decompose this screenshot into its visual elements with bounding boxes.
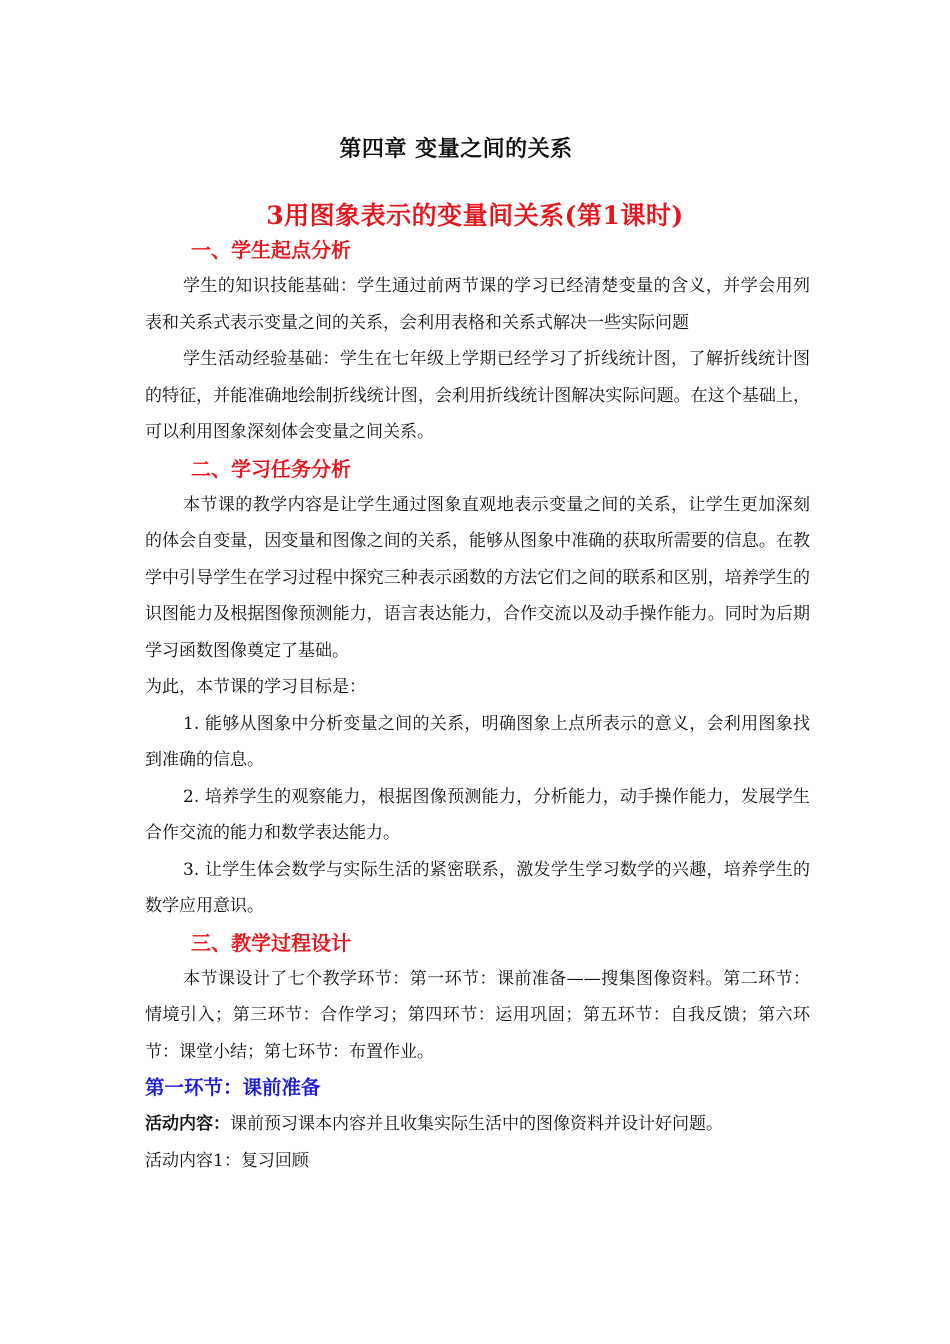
paragraph-activity-content: [145, 1106, 810, 1143]
goal-item-2: 2. 培养学生的观察能力，根据图像预测能力，分析能力，动手操作能力，发展学生合作交流的能力和数学表达能力。: [145, 786, 810, 843]
section-heading-student-analysis: 一、学生起点分析: [191, 238, 351, 262]
goal-item-3: 3. 让学生体会数学与实际生活的紧密联系，激发学生学习数学的兴趣，培养学生的数学应用意识。: [145, 859, 810, 916]
paragraph-activity-1: 活动内容1：复习回顾: [145, 1150, 309, 1171]
activity-text: 课前预习课本内容并且收集实际生活中的图像资料并设计好问题。: [230, 1114, 723, 1134]
section-heading-task-analysis: 二、学习任务分析: [191, 456, 351, 481]
document-body: [145, 232, 810, 1179]
paragraph-knowledge-basis: 学生的知识技能基础：学生通过前两节课的学习已经清楚变量的含义，并学会用列表和关系式表示变量之间的关系，会利用表格和关系式解决一些实际问题: [145, 276, 810, 333]
paragraph-goals-intro: 为此，本节课的学习目标是：: [145, 677, 366, 697]
paragraph-process-steps: 本节课设计了七个教学环节：第一环节：课前准备——搜集图像资料。第二环节：情境引入；第三环节：合作学习；第四环节：运用巩固；第五环节：自我反馈；第六环节：课堂小结；第七环节：布置作业。: [145, 968, 810, 1062]
goal-item-1: 1. 能够从图象中分析变量之间的关系，明确图象上点所表示的意义，会利用图象找到准确的信息。: [145, 713, 810, 770]
section-heading-process-design: 三、教学过程设计: [191, 930, 351, 955]
chapter-title: 第四章 变量之间的关系: [339, 136, 573, 162]
paragraph-content-description: 本节课的教学内容是让学生通过图象直观地表示变量之间的关系，让学生更加深刻的体会自变量，因变量和图像之间的关系，能够从图象中准确的获取所需要的信息。在教学中引导学生在学习过程中探究三种表示函数的方法它们之间的联系和区别，培养学生的识图能力及根据图像预测能力，语言表达能力，合作交流以及动手操作能力。同时为后期学习函数图像奠定了基础。: [145, 494, 810, 661]
lesson-title: 3用图象表示的变量间关系(第1课时): [266, 201, 684, 230]
step-heading-preparation: 第一环节：课前准备: [145, 1076, 321, 1099]
activity-label: 活动内容：: [145, 1114, 230, 1134]
paragraph-activity-basis: 学生活动经验基础：学生在七年级上学期已经学习了折线统计图，了解折线统计图的特征，并能准确地绘制折线统计图，会利用折线统计图解决实际问题。在这个基础上，可以利用图象深刻体会变量之间关系。: [145, 349, 810, 442]
